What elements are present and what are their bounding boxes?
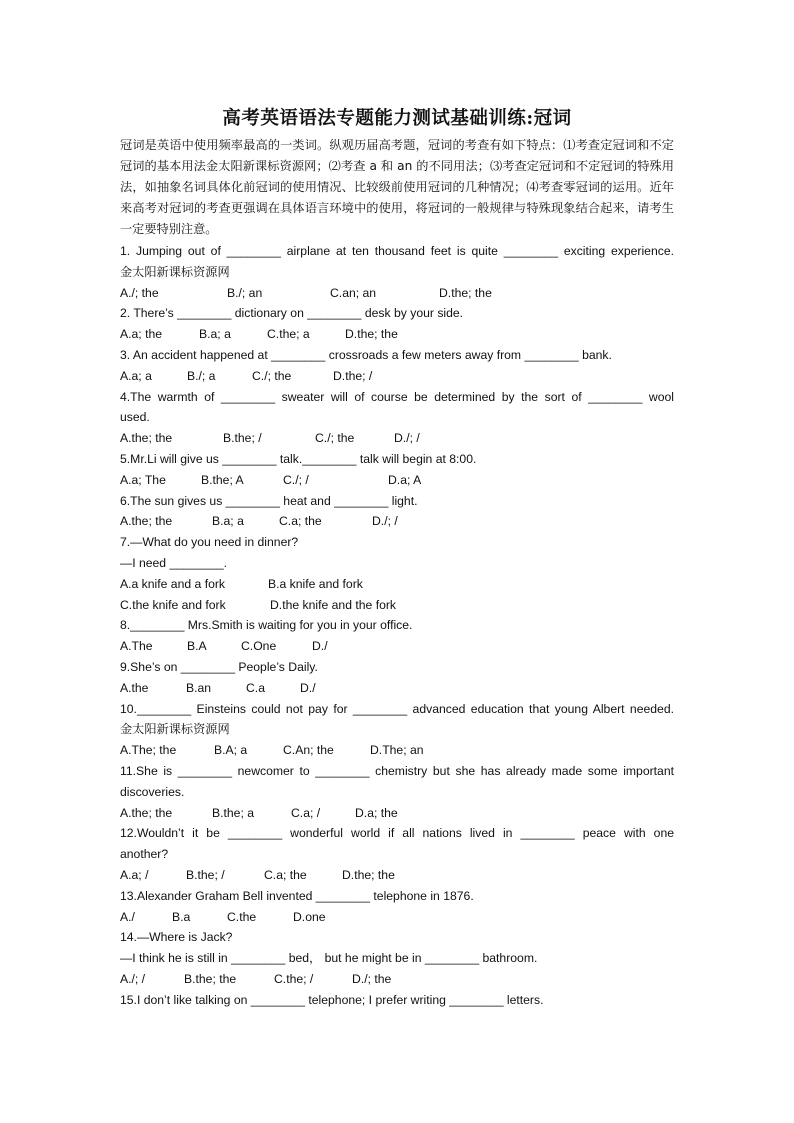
answer-option: C.One (241, 639, 277, 654)
answer-option: C./; the (315, 431, 355, 446)
answer-option: B.A; a (214, 743, 248, 758)
question-text: —I need ________. (120, 556, 228, 570)
answer-option: A.a; The (120, 472, 166, 487)
options-row (120, 324, 674, 345)
answer-option: D.the; the (345, 327, 398, 342)
question-text: 9.She’s on ________ People’s Daily. (120, 660, 318, 674)
question-text: 7.—What do you need in dinner? (120, 535, 299, 550)
question-text: 14.—Where is Jack? (120, 930, 233, 945)
answer-option: A.a; a (120, 368, 152, 383)
question-text: 13.Alexander Graham Bell invented ________ telephone in 1876. (120, 888, 474, 903)
answer-option: B.the; / (223, 431, 262, 446)
answer-option: C.a; / (291, 805, 321, 820)
options-row (120, 678, 674, 699)
answer-option: A.a knife and a fork (120, 576, 226, 591)
options-row (120, 803, 674, 824)
intro-paragraph: 冠词是英语中使用频率最高的一类词。纵观历届高考题，冠词的考查有如下特点：⑴考查定冠词和不定冠词的基本用法金太阳新课标资源网；⑵考查 a 和 an 的不同用法；⑶考查定冠词和不定冠词的特殊用法，如抽象名词具体化前冠词的使用情况、比较级前使用冠词的几种情况；⑷考查零冠词的运用。近年来高考对冠词的考查更强调在具体语言环境中的使用，将冠词的一般规律与特殊现象结合起来，请考生一定要特别注意。 (120, 138, 674, 236)
answer-option: B.the; a (212, 805, 255, 820)
question-text: used. (120, 410, 150, 425)
question-text: 5.Mr.Li will give us ________ talk.________ talk will begin at 8:00. (120, 452, 477, 466)
answer-option: D.the knife and the fork (270, 597, 397, 612)
options-row (120, 740, 674, 761)
options-row (120, 595, 674, 616)
page-title: 高考英语语法专题能力测试基础训练:冠词 (222, 108, 572, 129)
answer-option: B.the; A (201, 472, 244, 487)
question-text: 12.Wouldn’t it be ________ wonderful world if all nations lived in ________ peace with one (120, 826, 674, 841)
answer-option: B.a (172, 909, 191, 924)
answer-option: C.the (227, 909, 257, 924)
options-row (120, 969, 674, 990)
answer-option: B.an (186, 680, 212, 695)
question-text: 3. An accident happened at ________ crossroads a few meters away from ________ bank. (120, 348, 612, 362)
answer-option: D.a; A (388, 472, 422, 487)
question-text: 11.She is ________ newcomer to ________ chemistry but she has already made some important (120, 764, 674, 778)
options-row (120, 283, 674, 304)
answer-option: D./; / (394, 431, 420, 446)
answer-option: B.the; / (186, 868, 225, 882)
question-text: another? (120, 847, 169, 862)
options-row (120, 865, 674, 886)
answer-option: B./; an (227, 285, 263, 300)
answer-option: C./; / (283, 472, 309, 487)
answer-option: B.the; the (184, 972, 237, 986)
answer-option: A.The (120, 639, 153, 654)
answer-option: C.An; the (283, 743, 334, 758)
question-text: 金太阳新课标资源网 (120, 722, 230, 737)
answer-option: A./; / (120, 972, 146, 986)
options-row (120, 428, 674, 449)
question-text: 8.________ Mrs.Smith is waiting for you in your office. (120, 618, 413, 633)
answer-option: C./; the (252, 368, 292, 383)
question-text: 4.The warmth of ________ sweater will of course be determined by the sort of ________ wool (120, 389, 674, 404)
question-text: 6.The sun gives us ________ heat and ________ light. (120, 493, 418, 508)
answer-option: C.a; the (279, 514, 322, 529)
answer-option: C.the knife and fork (120, 597, 226, 612)
question-text: 1. Jumping out of ________ airplane at ten thousand feet is quite ________ exciting experience. (120, 244, 674, 258)
options-row (120, 907, 674, 928)
answer-option: D./ (312, 639, 328, 654)
answer-option: A.the (120, 680, 149, 695)
options-row (120, 470, 674, 491)
answer-option: B.a; a (199, 327, 231, 342)
answer-option: D./ (300, 680, 316, 695)
answer-option: C.the; / (274, 972, 314, 986)
answer-option: A.the; the (120, 431, 173, 446)
answer-option: C.the; a (267, 327, 310, 342)
question-text: 10.________ Einsteins could not pay for ________ advanced education that young Albert needed. (120, 701, 674, 716)
question-text: 2. There’s ________ dictionary on ________ desk by your side. (120, 306, 464, 321)
answer-option: D.the; / (333, 368, 373, 383)
answer-option: A.the; the (120, 514, 173, 529)
question-text: 金太阳新课标资源网 (120, 264, 230, 279)
answer-option: A./; the (120, 285, 159, 300)
answer-option: B.a; a (212, 514, 244, 529)
answer-option: C.an; an (330, 285, 377, 300)
answer-option: D./; / (372, 514, 398, 529)
answer-option: A.The; the (120, 743, 177, 758)
answer-option: D.The; an (370, 743, 424, 758)
answer-option: D.the; the (342, 868, 395, 882)
answer-option: B./; a (187, 368, 216, 383)
question-text: 15.I don’t like talking on ________ telephone; I prefer writing ________ letters. (120, 992, 544, 1007)
answer-option: A./ (120, 909, 135, 924)
answer-option: B.A (187, 639, 207, 654)
options-row (120, 636, 674, 657)
answer-option: D.one (293, 909, 326, 924)
answer-option: C.a (246, 680, 265, 695)
answer-option: C.a; the (264, 868, 307, 882)
answer-option: A.a; the (120, 327, 163, 342)
answer-option: A.the; the (120, 805, 173, 820)
answer-option: B.a knife and fork (268, 576, 363, 591)
options-row (120, 366, 674, 387)
answer-option: D.the; the (439, 285, 492, 300)
options-row (120, 574, 674, 595)
options-row (120, 511, 674, 532)
answer-option: A.a; / (120, 868, 149, 882)
answer-option: D.a; the (355, 805, 398, 820)
question-text: —I think he is still in ________ bed， but he might be in ________ bathroom. (120, 951, 538, 966)
answer-option: D./; the (352, 972, 392, 986)
question-text: discoveries. (120, 784, 185, 799)
